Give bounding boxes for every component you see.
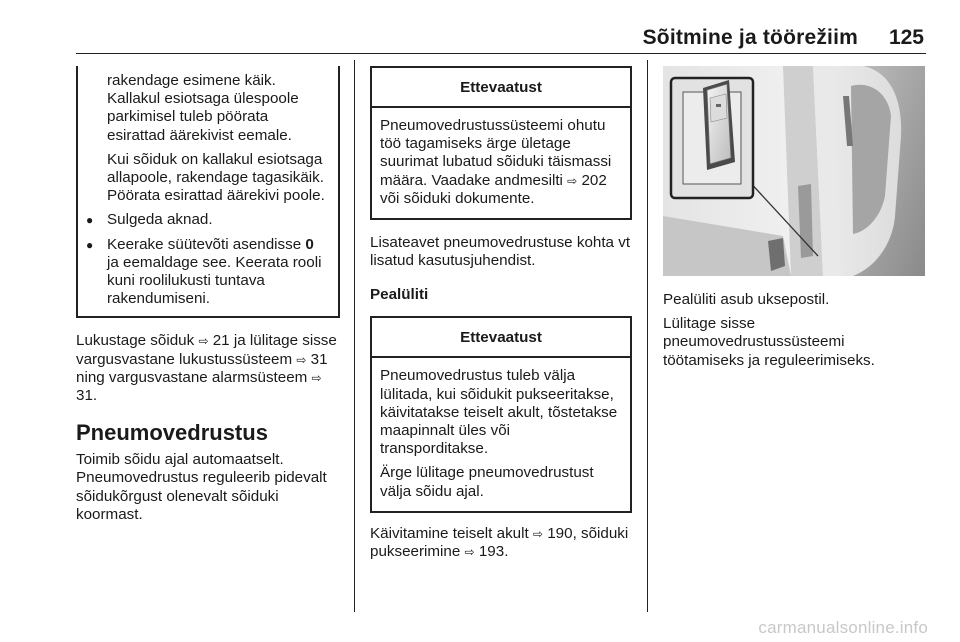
subheading: Pealüliti <box>370 286 429 304</box>
bullet-item-ignition <box>86 236 328 309</box>
info-paragraph: Lisateavet pneumovedrustuse kohta vt lisatud kasutusjuhendist. <box>370 234 631 270</box>
bullet-icon: ● <box>86 237 94 252</box>
column-divider-1 <box>354 60 355 612</box>
reference-arrow-icon: ⇨ <box>464 545 475 560</box>
page-ref-31b[interactable]: 31 <box>76 387 93 405</box>
watermark: carmanualsonline.info <box>758 618 928 637</box>
caution-paragraph-1: Pneumovedrustus tuleb välja lülitada, kui sõidukit pukseeritakse, käivitatakse teiselt akult, tõstetakse maapinnalt üles või transporditakse. <box>380 367 618 458</box>
header-rule <box>76 53 926 54</box>
bullet-text: Keerake süütevõti asendisse 0 ja eemaldage see. Keerata rooli kuni roolilukusti tuntava rakendumiseni. <box>107 235 322 308</box>
reference-arrow-icon: ⇨ <box>532 526 543 541</box>
page-number: 125 <box>888 26 924 49</box>
bullet-icon: ● <box>86 213 94 228</box>
reference-arrow-icon: ⇨ <box>296 352 307 367</box>
reference-arrow-icon: ⇨ <box>198 334 209 349</box>
activate-text: Lülitage sisse pneumovedrustussüsteemi töötamiseks ja reguleerimiseks. <box>663 315 875 369</box>
continued-caution-box <box>76 66 340 318</box>
reference-arrow-icon: ⇨ <box>311 370 322 385</box>
caution-box-2 <box>370 316 632 512</box>
lock-paragraph: Lukustage sõiduk ⇨ 21 ja lülitage sisse vargusvastane lukustussüsteem ⇨ 31 ning vargusvastane alarmsüsteem ⇨ 31. <box>76 332 337 405</box>
ignition-position: 0 <box>305 235 314 253</box>
location-text: Pealüliti asub uksepostil. <box>663 291 830 308</box>
bullet-text: Sulgeda aknad. <box>107 211 213 229</box>
caution-paragraph-2: Ärge lülitage pneumovedrustust välja sõidu ajal. <box>380 464 594 500</box>
section-heading: Pneumovedrustus <box>76 420 268 446</box>
column-1 <box>76 66 340 524</box>
column-2 <box>370 66 632 561</box>
page-ref-193[interactable]: 193 <box>478 543 505 561</box>
box-paragraph-1: rakendage esimene käik. Kallakul esiotsaga ülespoole parkimisel tuleb pöörata esirattad äärekivist eemale. <box>107 72 299 144</box>
caution-title: Ettevaatust <box>372 318 630 358</box>
main-switch-photo <box>663 66 925 276</box>
page-ref-190[interactable]: 190 <box>547 524 573 542</box>
page-ref-21[interactable]: 21 <box>212 332 230 350</box>
column-3 <box>663 66 925 370</box>
caution-text: Pneumovedrustussüsteemi ohutu töö tagamiseks ärge ületage suurimat lubatud sõiduki täismassi määra. Vaadake andmesilti ⇨ 202 või sõiduki dokumente. <box>380 117 612 207</box>
box-paragraph-2: Kui sõiduk on kallakul esiotsaga allapoole, rakendage tagasikäik. Pöörata esirattad äärekivi poole. <box>107 150 325 205</box>
page-ref-31[interactable]: 31 <box>310 350 328 368</box>
section-paragraph: Toimib sõidu ajal automaatselt. Pneumovedrustus reguleerib pidevalt sõidukõrgust olenevalt sõiduki koormast. <box>76 451 327 523</box>
page-title: Sõitmine ja töörežiim <box>642 26 858 49</box>
bullet-item-close-windows <box>86 211 328 229</box>
column-divider-2 <box>647 60 648 612</box>
caution-title: Ettevaatust <box>372 68 630 108</box>
page-ref-202[interactable]: 202 <box>581 171 607 189</box>
reference-arrow-icon: ⇨ <box>567 173 578 188</box>
caution-box-1 <box>370 66 632 220</box>
refs-paragraph: Käivitamine teiselt akult ⇨ 190, sõiduki pukseerimine ⇨ 193. <box>370 524 629 561</box>
